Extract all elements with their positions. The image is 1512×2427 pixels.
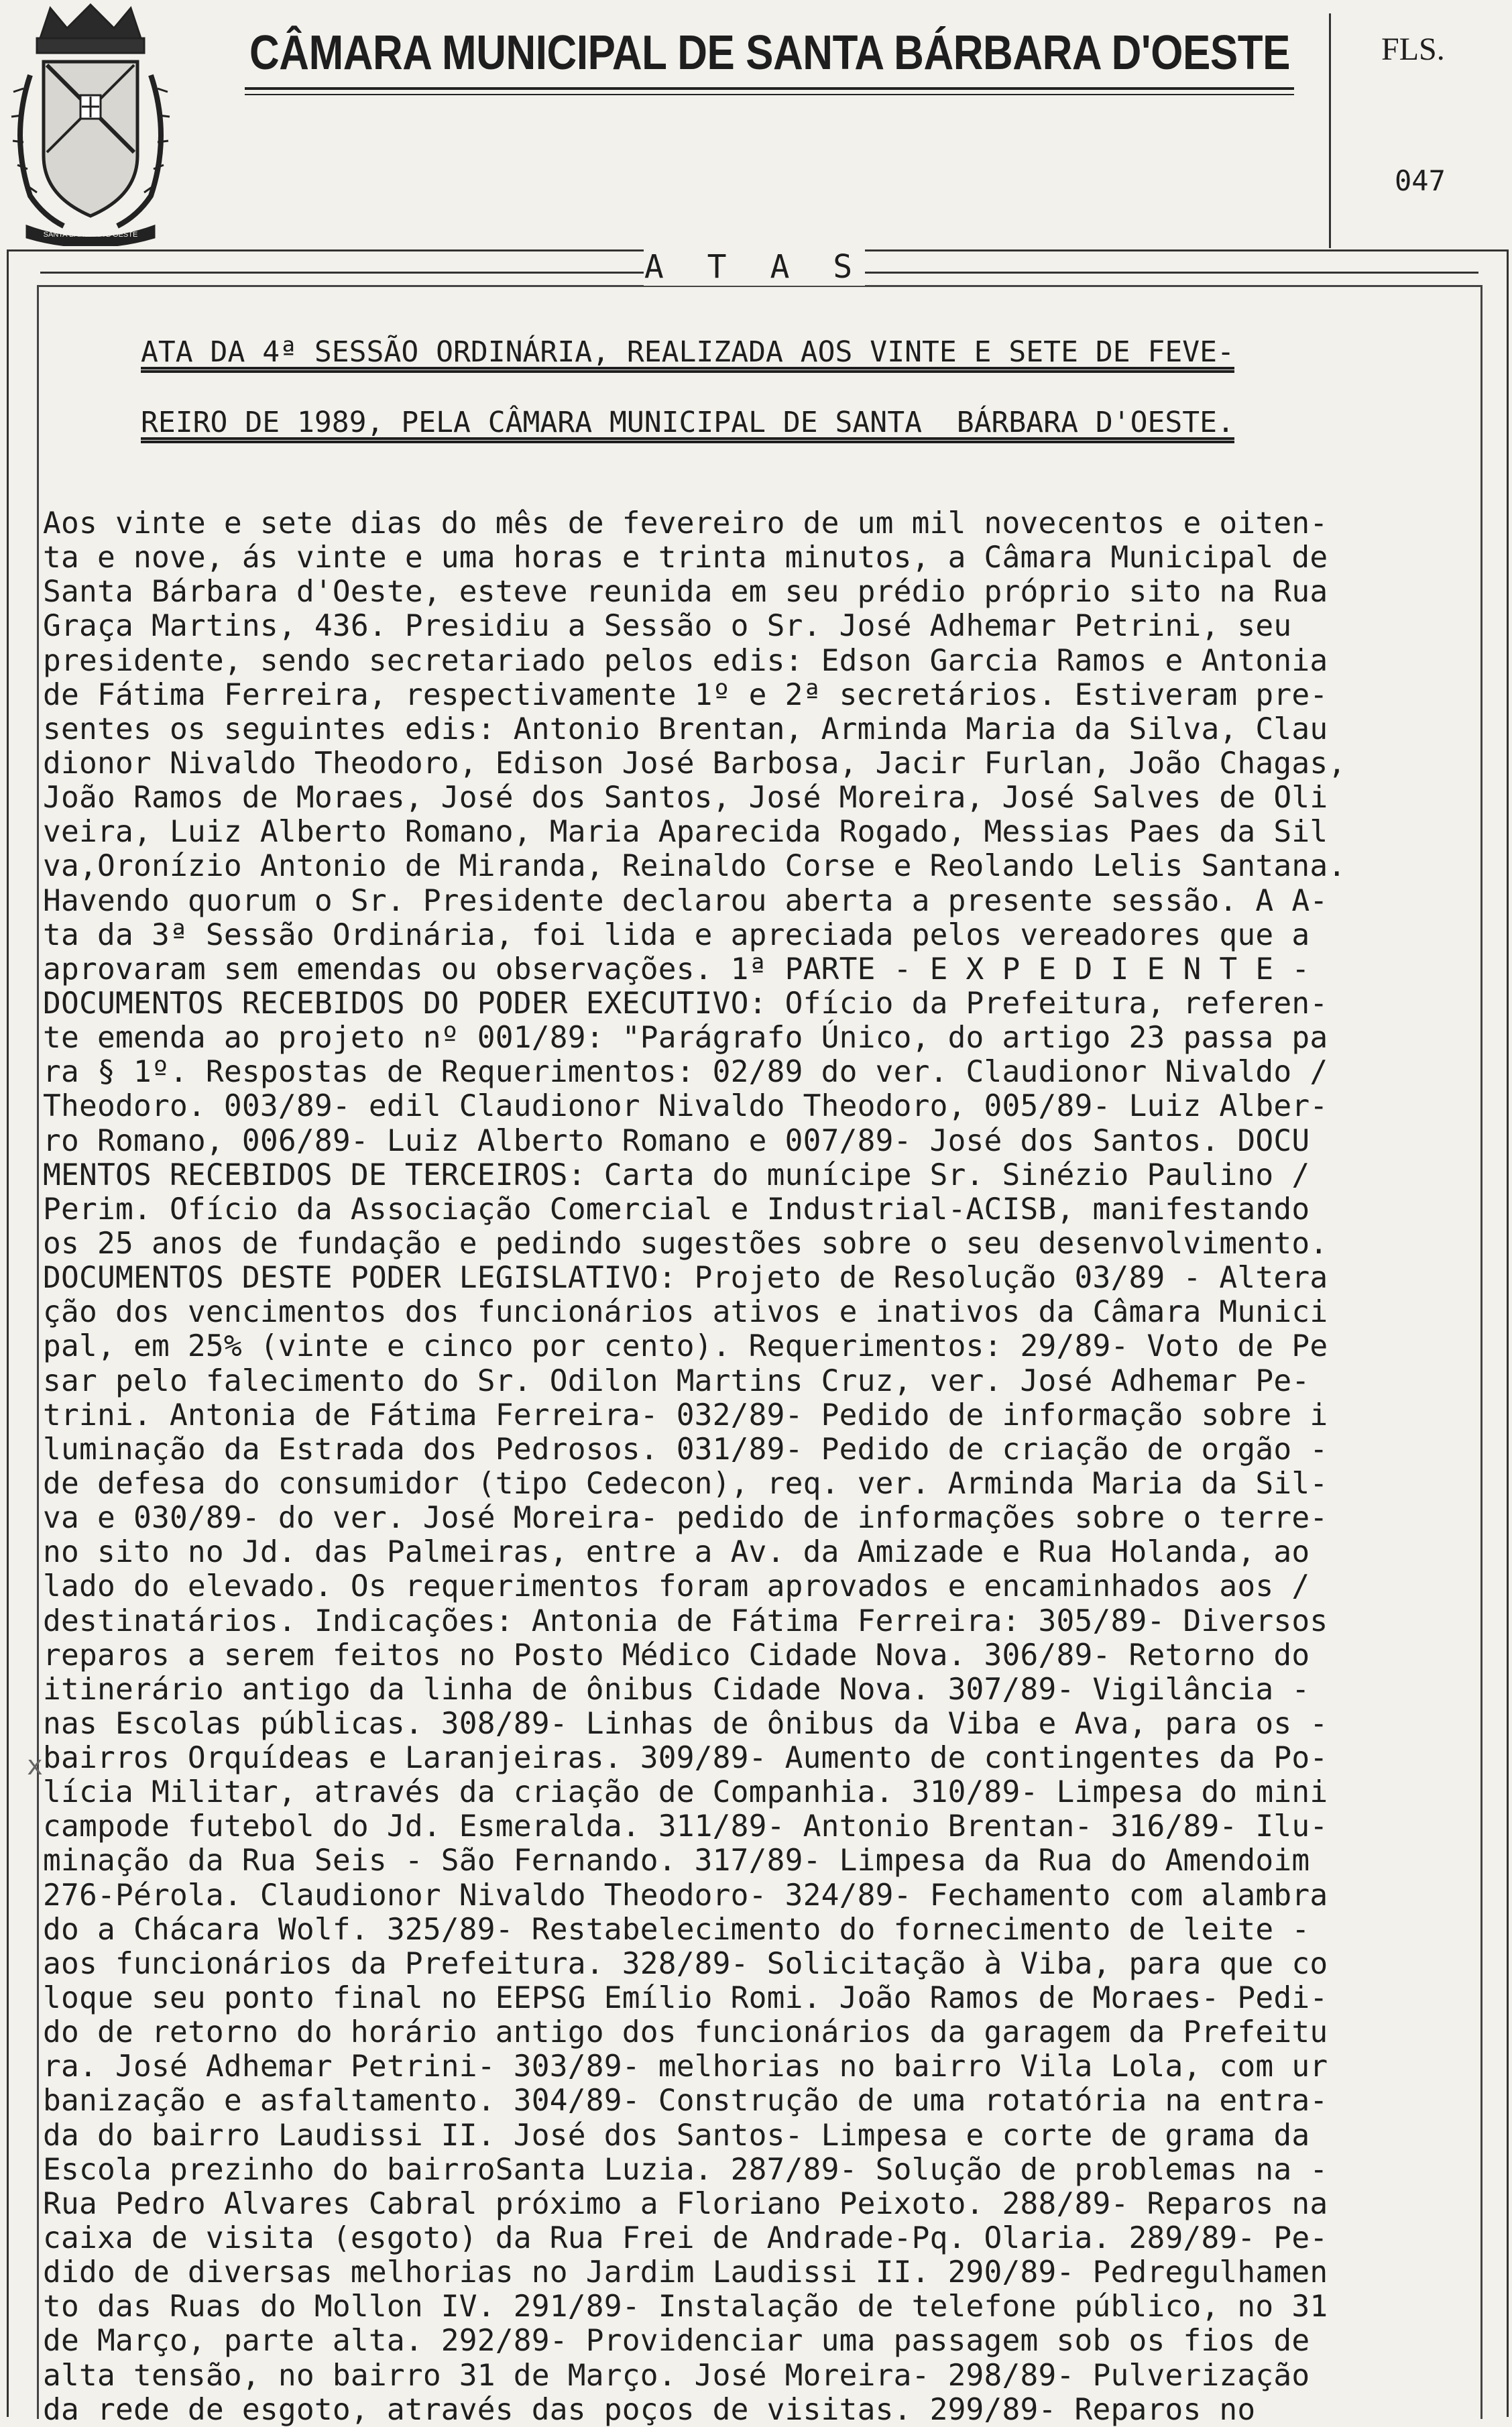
section-heading	[0, 248, 1512, 295]
minutes-title-line-2: REIRO DE 1989, PELA CÂMARA MUNICIPAL DE SANTA BÁRBARA D'OESTE.	[141, 406, 1234, 439]
body-line: João Ramos de Moraes, José dos Santos, José Moreira, José Salves de Oli	[43, 781, 1328, 815]
body-line: pal, em 25% (vinte e cinco por cento). Requerimentos: 29/89- Voto de Pe	[43, 1329, 1328, 1364]
header-rule-thin	[245, 94, 1294, 95]
header-rule	[245, 87, 1294, 90]
body-line: banização e asfaltamento. 304/89- Construção de uma rotatória na entra-	[43, 2084, 1328, 2119]
body-line: DOCUMENTOS RECEBIDOS DO PODER EXECUTIVO: Ofício da Prefeitura, referen-	[43, 986, 1328, 1021]
body-line: ta e nove, ás vinte e uma horas e trinta minutos, a Câmara Municipal de	[43, 541, 1328, 575]
body-line: alta tensão, no bairro 31 de Março. José Moreira- 298/89- Pulverização	[43, 2358, 1310, 2393]
body-line: no sito no Jd. das Palmeiras, entre a Av. da Amizade e Rua Holanda, ao	[43, 1535, 1310, 1570]
body-line: Havendo quorum o Sr. Presidente declarou aberta a presente sessão. A A-	[43, 883, 1328, 918]
body-line: Aos vinte e sete dias do mês de fevereiro de um mil novecentos e oiten-	[43, 506, 1328, 541]
body-line: trini. Antonia de Fátima Ferreira- 032/89- Pedido de informação sobre i	[43, 1398, 1328, 1432]
margin-mark: x	[27, 1750, 44, 1781]
body-line: Santa Bárbara d'Oeste, esteve reunida em seu prédio próprio sito na Rua	[43, 575, 1328, 610]
body-line: da rede de esgoto, através das poços de visitas. 299/89- Reparos no	[43, 2392, 1256, 2427]
body-line: ta da 3ª Sessão Ordinária, foi lida e apreciada pelos vereadores que a	[43, 917, 1310, 952]
body-line: de Fátima Ferreira, respectivamente 1º e 2ª secretários. Estiveram pre-	[43, 677, 1328, 712]
body-line: aprovaram sem emendas ou observações. 1ª PARTE - E X P E D I E N T E -	[43, 952, 1310, 986]
body-line: Escola prezinho do bairroSanta Luzia. 287/89- Solução de problemas na -	[43, 2152, 1328, 2187]
minutes-body	[43, 506, 1485, 2427]
body-line: de defesa do consumidor (tipo Cedecon), req. ver. Arminda Maria da Sil-	[43, 1466, 1328, 1501]
svg-text:SANTA BÁRBARA D'OESTE: SANTA BÁRBARA D'OESTE	[43, 231, 138, 239]
body-line: sar pelo falecimento do Sr. Odilon Martins Cruz, ver. José Adhemar Pe-	[43, 1363, 1310, 1398]
body-line: loque seu ponto final no EEPSG Emílio Romi. João Ramos de Moraes- Pedi-	[43, 1981, 1328, 2016]
body-line: bairros Orquídeas e Laranjeiras. 309/89- Aumento de contingentes da Po-	[43, 1741, 1328, 1776]
page-frame-right	[1507, 249, 1509, 2417]
body-line: DOCUMENTOS DESTE PODER LEGISLATIVO: Projeto de Resolução 03/89 - Altera	[43, 1261, 1328, 1296]
body-line: Perim. Ofício da Associação Comercial e Industrial-ACISB, manifestando	[43, 1192, 1310, 1227]
body-line: veira, Luiz Alberto Romano, Maria Aparecida Rogado, Messias Paes da Sil	[43, 815, 1328, 850]
body-line: aos funcionários da Prefeitura. 328/89- Solicitação à Viba, para que co	[43, 1946, 1328, 1981]
institution-name: CÂMARA MUNICIPAL DE SANTA BÁRBARA D'OESTE	[249, 26, 1290, 80]
body-line: destinatários. Indicações: Antonia de Fátima Ferreira: 305/89- Diversos	[43, 1603, 1328, 1638]
body-line: itinerário antigo da linha de ônibus Cidade Nova. 307/89- Vigilância -	[43, 1672, 1310, 1707]
body-line: da do bairro Laudissi II. José dos Santos- Limpesa e corte de grama da	[43, 2118, 1310, 2153]
body-line: campode futebol do Jd. Esmeralda. 311/89- Antonio Brentan- 316/89- Ilu-	[43, 1809, 1328, 1844]
body-line: 276-Pérola. Claudionor Nivaldo Theodoro- 324/89- Fechamento com alambra	[43, 1878, 1328, 1913]
body-line: lado do elevado. Os requerimentos foram aprovados e encaminhados aos /	[43, 1569, 1310, 1604]
section-rule-left	[40, 272, 644, 274]
page-frame-left	[7, 249, 9, 2417]
body-line: va,Oronízio Antonio de Miranda, Reinaldo Corse e Reolando Lelis Santana.	[43, 849, 1346, 884]
body-line: caixa de visita (esgoto) da Rua Frei de Andrade-Pq. Olaria. 289/89- Pe-	[43, 2221, 1328, 2256]
section-title: A T A S	[644, 248, 865, 286]
body-line: do a Chácara Wolf. 325/89- Restabelecimento do fornecimento de leite -	[43, 1912, 1310, 1947]
minutes-title-line-1: ATA DA 4ª SESSÃO ORDINÁRIA, REALIZADA AOS VINTE E SETE DE FEVE-	[141, 335, 1234, 369]
body-line: reparos a serem feitos no Posto Médico Cidade Nova. 306/89- Retorno do	[43, 1638, 1310, 1673]
body-line: Graça Martins, 436. Presidiu a Sessão o Sr. José Adhemar Petrini, seu	[43, 609, 1292, 644]
body-line: te emenda ao projeto nº 001/89: "Parágrafo Único, do artigo 23 passa pa	[43, 1021, 1328, 1056]
body-line: de Março, parte alta. 292/89- Providenciar uma passagem sob os fios de	[43, 2324, 1310, 2359]
body-line: nas Escolas públicas. 308/89- Linhas de ônibus da Viba e Ava, para os -	[43, 1706, 1328, 1741]
body-line: luminação da Estrada dos Pedrosos. 031/89- Pedido de criação de orgão -	[43, 1432, 1328, 1467]
body-line: ra. José Adhemar Petrini- 303/89- melhorias no bairro Vila Lola, com ur	[43, 2049, 1328, 2084]
body-line: va e 030/89- do ver. José Moreira- pedido de informações sobre o terre-	[43, 1501, 1328, 1536]
body-line: ção dos vencimentos dos funcionários ativos e inativos da Câmara Munici	[43, 1295, 1328, 1330]
body-line: sentes os seguintes edis: Antonio Brentan, Arminda Maria da Silva, Clau	[43, 712, 1328, 746]
body-line: ra § 1º. Respostas de Requerimentos: 02/89 do ver. Claudionor Nivaldo /	[43, 1055, 1328, 1090]
municipal-seal	[3, 1, 178, 246]
body-line: MENTOS RECEBIDOS DE TERCEIROS: Carta do munícipe Sr. Sinézio Paulino /	[43, 1158, 1310, 1192]
body-line: os 25 anos de fundação e pedindo sugestões sobre o seu desenvolvimento.	[43, 1226, 1328, 1261]
body-line: minação da Rua Seis - São Fernando. 317/89- Limpesa da Rua do Amendoim	[43, 1844, 1310, 1878]
page-number: 047	[1395, 164, 1446, 197]
header-divider	[1329, 13, 1331, 248]
body-line: dionor Nivaldo Theodoro, Edison José Barbosa, Jacir Furlan, João Chagas,	[43, 746, 1346, 781]
body-line: presidente, sendo secretariado pelos edis: Edson Garcia Ramos e Antonia	[43, 643, 1328, 678]
body-line: ro Romano, 006/89- Luiz Alberto Romano e 007/89- José dos Santos. DOCU	[43, 1123, 1310, 1158]
body-line: do de retorno do horário antigo dos funcionários da garagem da Prefeitu	[43, 2015, 1328, 2050]
body-line: dido de diversas melhorias no Jardim Laudissi II. 290/89- Pedregulhamen	[43, 2255, 1328, 2290]
body-line: Theodoro. 003/89- edil Claudionor Nivaldo Theodoro, 005/89- Luiz Alber-	[43, 1089, 1328, 1124]
body-line: Rua Pedro Alvares Cabral próximo a Floriano Peixoto. 288/89- Reparos na	[43, 2186, 1328, 2221]
folio-label: FLS.	[1381, 32, 1445, 67]
body-line: to das Ruas do Mollon IV. 291/89- Instalação de telefone público, no 31	[43, 2290, 1328, 2324]
section-rule-right	[865, 272, 1478, 274]
body-line: lícia Militar, através da criação de Companhia. 310/89- Limpesa do mini	[43, 1775, 1328, 1810]
